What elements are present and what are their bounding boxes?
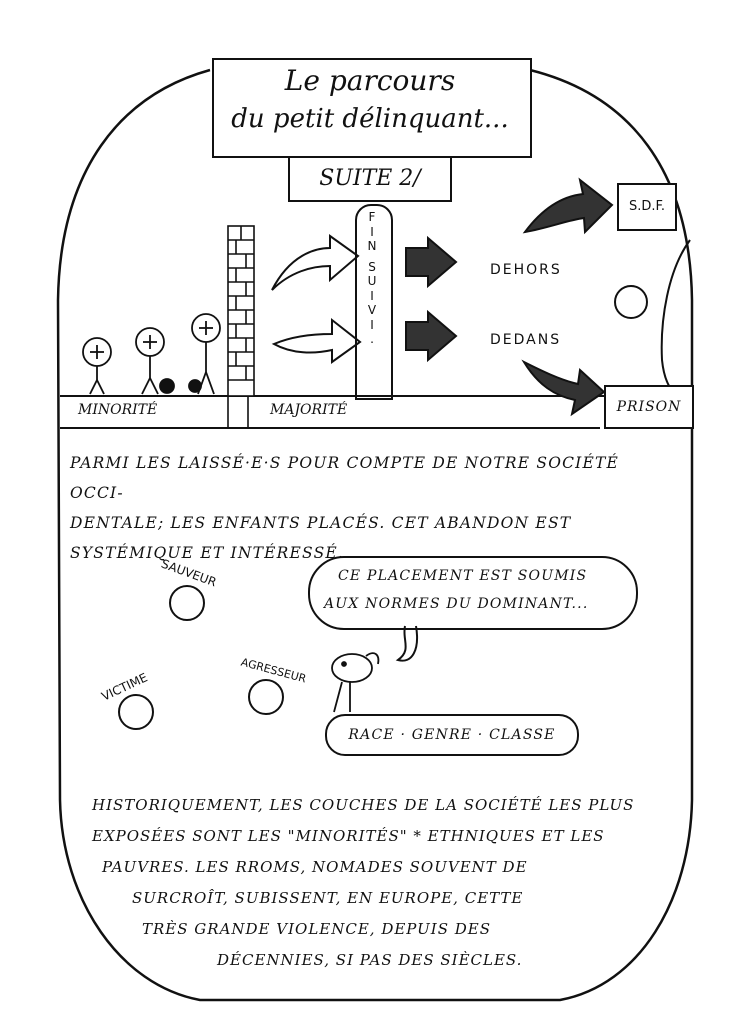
suite-label: SUITE 2/ [319, 166, 421, 191]
speech-bubble [308, 556, 638, 630]
title-line-1: Le parcours [284, 64, 456, 97]
outline-arrows [272, 236, 360, 362]
dehors-label: DEHORS [490, 262, 562, 278]
race-genre-classe-label: RACE · GENRE · CLASSE [348, 727, 556, 743]
right-circle [615, 286, 647, 318]
sauveur-label: SAUVEUR [159, 556, 219, 590]
title-line-2: du petit délinquant... [231, 104, 509, 134]
agresseur-label: AGRESSEUR [239, 655, 308, 686]
child-figures [83, 314, 220, 394]
race-genre-classe-box [325, 714, 579, 756]
bubble-line-1: CE PLACEMENT EST SOUMIS [338, 568, 588, 584]
creature-figure [332, 653, 378, 712]
dark-arrows [406, 180, 612, 414]
victime-label: VICTIME [99, 670, 150, 704]
sdf-box [617, 183, 677, 231]
prison-box [604, 385, 694, 429]
brick-wall [228, 226, 254, 428]
dedans-label: DEDANS [490, 332, 562, 348]
paragraph-2: HISTORIQUEMENT, LES COUCHES DE LA SOCIÉTÉ LES PLUS EXPOSÉES SONT LES "MINORITÉS" * ETHNIQUES ET LES PAUVRES. LES RROMS, NOMADES SOUVENT DE SURCROÎT, SUBISSENT, EN EUROPE, CETTE TRÈS GRANDE VIOLENCE, DEPUIS DES DÉCENNIES, SI PAS DES SIÈCLES. [92, 796, 635, 969]
minorite-label: MINORITÉ [78, 402, 158, 418]
sdf-label: S.D.F. [628, 199, 666, 214]
fin-suivi-text: F I N S U I V I . [367, 210, 377, 346]
prison-label: PRISON [616, 399, 682, 415]
bubble-line-2: AUX NORMES DU DOMINANT... [324, 596, 589, 612]
suite-box [288, 156, 452, 202]
paragraph-1: PARMI LES LAISSÉ·E·S POUR COMPTE DE NOTRE SOCIÉTÉ OCCI- DENTALE; LES ENFANTS PLACÉS. CET ABANDON EST SYSTÉMIQUE ET INTÉRESSÉ. [70, 454, 620, 562]
majorite-label: MAJORITÉ [270, 402, 348, 418]
